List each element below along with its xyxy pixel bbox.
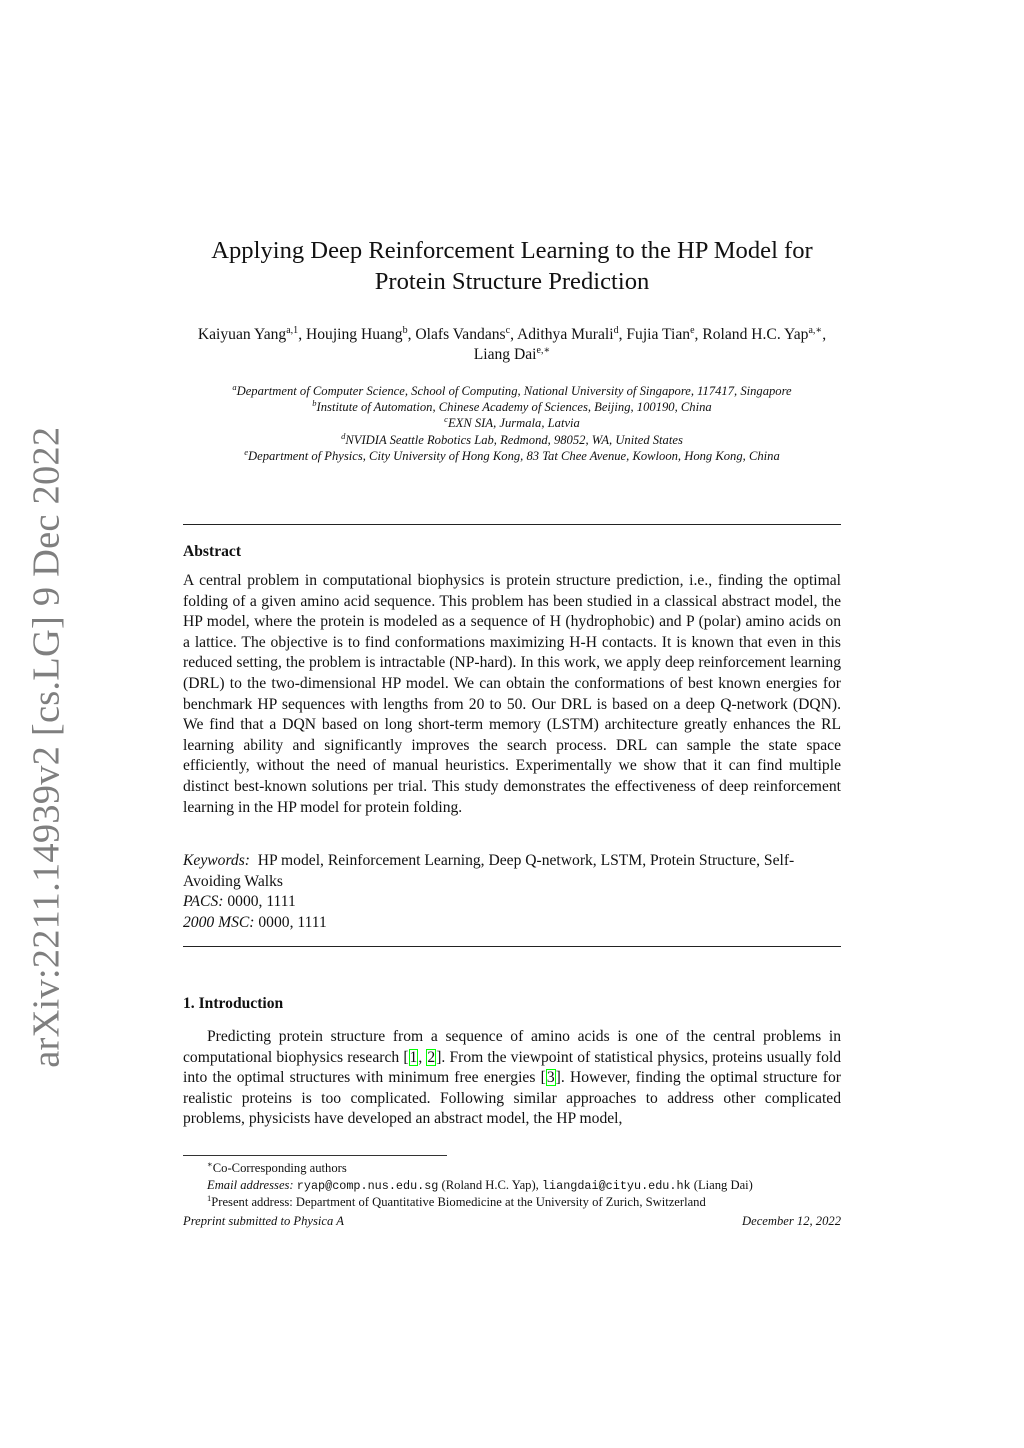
footnote-rule	[183, 1155, 447, 1156]
author-separator: ,	[298, 326, 306, 343]
author	[198, 326, 306, 343]
footnotes	[183, 1160, 841, 1211]
author	[474, 346, 551, 363]
affiliation-mark: e	[244, 446, 249, 457]
keywords-value: HP model, Reinforcement Learning, Deep Q-network, LSTM, Protein Structure, Self-Avoiding Walks	[183, 852, 795, 890]
author-name: Adithya Murali	[517, 326, 614, 343]
arxiv-identifier-text: arXiv:2211.14939v2 [cs.LG] 9 Dec 2022	[25, 426, 68, 1068]
page-footer	[183, 1213, 841, 1229]
footnote-corr-text: Co-Corresponding authors	[212, 1161, 347, 1175]
email-link-dai[interactable]: liangdai@cityu.edu.hk	[541, 1178, 691, 1193]
introduction-paragraph	[183, 1027, 841, 1130]
author-name: Houjing Huang	[305, 326, 403, 343]
author-separator: ,	[618, 326, 627, 343]
affiliation-line	[183, 448, 841, 464]
author	[626, 326, 702, 343]
email-link-yap[interactable]: ryap@comp.nus.edu.sg	[296, 1178, 439, 1193]
preprint-note: Preprint submitted to Physica A	[183, 1214, 344, 1228]
title-line-1: Applying Deep Reinforcement Learning to the HP Model for	[211, 237, 813, 264]
keywords-block	[183, 851, 841, 933]
section-heading-introduction: 1. Introduction	[183, 995, 284, 1012]
affiliation-line	[183, 415, 841, 431]
affiliation-mark: d	[341, 430, 346, 441]
footnote-1-text: Present address: Department of Quantitative Biomedicine at the University of Zurich, Switzerland	[211, 1195, 706, 1210]
author-name: Roland H.C. Yap	[702, 326, 809, 343]
affiliation-line	[183, 383, 841, 399]
affiliation-text: Department of Computer Science, School of Computing, National University of Singapore, 117417, Singapore	[236, 384, 792, 398]
affiliation-text: Institute of Automation, Chinese Academy of Sciences, Beijing, 100190, China	[316, 400, 712, 415]
author	[702, 326, 826, 343]
author-affiliation-mark: b	[402, 324, 408, 336]
intro-text-2: ,	[418, 1048, 427, 1066]
arxiv-identifier	[25, 426, 68, 1068]
author-name: Kaiyuan Yang	[197, 326, 287, 343]
intro-text-1: Predicting protein structure from a sequence of amino acids is one of the central problems in computational biophysics research [	[183, 1028, 841, 1066]
email-owner-yap: (Roland H.C. Yap),	[441, 1177, 542, 1192]
footnote-corresponding	[183, 1160, 841, 1177]
submission-date: December 12, 2022	[742, 1214, 841, 1228]
author-name: Olafs Vandans	[415, 326, 506, 343]
author-name: Liang Dai	[473, 346, 537, 363]
intro-text-3: ]. From the viewpoint of statistical physics, proteins usually fold into the optimal structures with minimum free energies [	[183, 1048, 841, 1087]
keywords-label: Keywords:	[183, 852, 250, 869]
footnote-corr-mark: ∗	[207, 1158, 213, 1169]
paper-title	[183, 235, 841, 297]
author-affiliation-mark: a,1	[286, 324, 299, 336]
affiliation-list	[183, 383, 841, 464]
author	[517, 326, 626, 343]
citation-link-3[interactable]: 3	[546, 1069, 555, 1087]
abstract-heading: Abstract	[183, 543, 242, 560]
author-separator: ,	[822, 326, 827, 343]
author-affiliation-mark: d	[613, 324, 619, 336]
author-separator: ,	[407, 326, 416, 343]
affiliation-text: NVIDIA Seattle Robotics Lab, Redmond, 98052, WA, United States	[345, 432, 683, 447]
footnote-present-address	[183, 1194, 841, 1211]
author-affiliation-mark: c	[505, 324, 511, 336]
affiliation-mark: b	[312, 398, 317, 409]
footnote-1-mark: 1	[207, 1193, 212, 1203]
abstract-body: A central problem in computational biophysics is protein structure prediction, i.e., finding the optimal folding of a given amino acid sequence. This problem has been studied in a classical abstract model, the HP model, where the protein is modeled as a sequence of H (hydrophobic) and P (polar) amino acids on a lattice. The objective is to find conformations maximizing H-H contacts. It is known that even in this reduced setting, the problem is intractable (NP-hard). In this work, we apply deep reinforcement learning (DRL) to the two-dimensional HP model. We can obtain the conformations of best known energies for benchmark HP sequences with lengths from 20 to 50. Our DRL is based on a deep Q-network (DQN). We find that a DQN based on long short-term memory (LSTM) architecture greatly enhances the RL learning ability and significantly improves the search process. DRL can sample the state space efficiently, without the need of manual heuristics. Experimentally we show that it can find multiple distinct best-known solutions per trial. This study demonstrates the effectiveness of deep reinforcement learning in the HP model for protein folding.	[183, 572, 841, 816]
pacs-line	[183, 892, 841, 913]
msc-label: 2000 MSC:	[183, 913, 255, 931]
intro-text-4: ]. However, finding the optimal structure for realistic proteins is too complicated. Following similar approaches to address other complicated problems, physicists have developed an abstract model, the HP model,	[183, 1069, 841, 1128]
footnote-emails	[183, 1177, 841, 1195]
keywords-line	[183, 851, 841, 892]
email-label: Email addresses:	[207, 1177, 294, 1192]
pacs-label: PACS:	[183, 893, 224, 911]
author-affiliation-mark: e,∗	[536, 344, 551, 356]
affiliation-line	[183, 432, 841, 448]
abstract-top-rule	[183, 524, 841, 525]
author	[306, 326, 415, 343]
citation-link-2[interactable]: 2	[427, 1048, 436, 1066]
msc-value: 0000, 1111	[258, 913, 327, 931]
affiliation-mark: c	[444, 414, 448, 425]
affiliation-mark: a	[232, 381, 237, 392]
author-name: Fujia Tian	[626, 326, 691, 343]
email-owner-dai: (Liang Dai)	[693, 1177, 753, 1192]
citation-link-1[interactable]: 1	[409, 1048, 418, 1066]
author-affiliation-mark: a,∗	[808, 324, 823, 336]
affiliation-line	[183, 399, 841, 415]
msc-line	[183, 913, 841, 934]
affiliation-text: EXN SIA, Jurmala, Latvia	[447, 416, 580, 431]
author-separator: ,	[510, 326, 517, 343]
pacs-value: 0000, 1111	[227, 893, 296, 911]
abstract-bottom-rule	[183, 946, 841, 947]
author-separator: ,	[694, 326, 703, 343]
affiliation-text: Department of Physics, City University of Hong Kong, 83 Tat Chee Avenue, Kowloon, Hong Kong, China	[248, 448, 780, 463]
title-line-2: Protein Structure Prediction	[374, 268, 650, 295]
author-affiliation-mark: e	[690, 324, 695, 336]
author	[415, 326, 517, 343]
author-list	[183, 325, 841, 365]
